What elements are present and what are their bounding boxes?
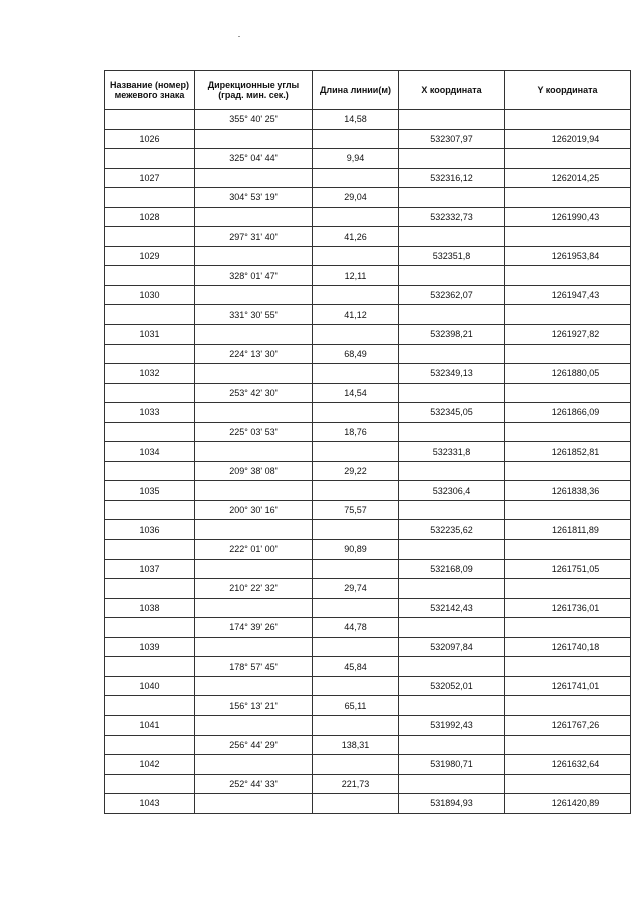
mark-cell xyxy=(105,110,195,130)
length-cell: 14,54 xyxy=(313,383,399,403)
header-y-coordinate: Y координата xyxy=(505,71,631,110)
table-row xyxy=(105,481,631,501)
mark-cell: 1034 xyxy=(105,442,195,462)
x-cell: 532306,4 xyxy=(399,481,505,501)
table-row xyxy=(105,500,631,520)
y-cell: 1261751,05 xyxy=(505,559,631,579)
mark-cell xyxy=(105,774,195,794)
angle-cell xyxy=(195,246,313,266)
y-cell xyxy=(505,344,631,364)
mark-cell: 1037 xyxy=(105,559,195,579)
y-cell: 1261741,01 xyxy=(505,676,631,696)
x-cell xyxy=(399,540,505,560)
table-row xyxy=(105,129,631,149)
table-row xyxy=(105,188,631,208)
angle-cell: 200° 30' 16" xyxy=(195,500,313,520)
length-cell xyxy=(313,676,399,696)
y-cell: 1261736,01 xyxy=(505,598,631,618)
table-row xyxy=(105,618,631,638)
length-cell xyxy=(313,364,399,384)
angle-cell xyxy=(195,637,313,657)
length-cell: 138,31 xyxy=(313,735,399,755)
angle-cell xyxy=(195,559,313,579)
length-cell xyxy=(313,442,399,462)
length-cell: 18,76 xyxy=(313,422,399,442)
y-cell: 1261866,09 xyxy=(505,403,631,423)
mark-cell: 1032 xyxy=(105,364,195,384)
x-cell: 531992,43 xyxy=(399,715,505,735)
x-cell xyxy=(399,383,505,403)
header-line-length: Длина линии(м) xyxy=(313,71,399,110)
y-cell: 1261880,05 xyxy=(505,364,631,384)
x-cell xyxy=(399,344,505,364)
table-row xyxy=(105,559,631,579)
angle-cell: 331° 30' 55" xyxy=(195,305,313,325)
table-row xyxy=(105,266,631,286)
table-row xyxy=(105,110,631,130)
x-cell xyxy=(399,461,505,481)
x-cell: 532307,97 xyxy=(399,129,505,149)
angle-cell xyxy=(195,715,313,735)
x-cell: 532052,01 xyxy=(399,676,505,696)
boundary-coordinates-table xyxy=(104,70,631,814)
length-cell: 75,57 xyxy=(313,500,399,520)
table-row xyxy=(105,520,631,540)
y-cell xyxy=(505,774,631,794)
x-cell: 532235,62 xyxy=(399,520,505,540)
table-row xyxy=(105,755,631,775)
angle-cell: 304° 53' 19" xyxy=(195,188,313,208)
length-cell: 29,74 xyxy=(313,579,399,599)
y-cell xyxy=(505,500,631,520)
table-row xyxy=(105,442,631,462)
angle-cell: 209° 38' 08" xyxy=(195,461,313,481)
y-cell: 1261811,89 xyxy=(505,520,631,540)
y-cell xyxy=(505,110,631,130)
mark-cell xyxy=(105,696,195,716)
y-cell: 1261953,84 xyxy=(505,246,631,266)
x-cell xyxy=(399,188,505,208)
y-cell: 1261947,43 xyxy=(505,285,631,305)
angle-cell: 297° 31' 40" xyxy=(195,227,313,247)
table-row xyxy=(105,461,631,481)
x-cell xyxy=(399,227,505,247)
mark-cell: 1040 xyxy=(105,676,195,696)
table-row xyxy=(105,344,631,364)
table-body xyxy=(105,110,631,814)
y-cell: 1261420,89 xyxy=(505,794,631,814)
angle-cell: 328° 01' 47" xyxy=(195,266,313,286)
y-cell: 1262019,94 xyxy=(505,129,631,149)
mark-cell: 1029 xyxy=(105,246,195,266)
y-cell xyxy=(505,188,631,208)
y-cell xyxy=(505,149,631,169)
table-row xyxy=(105,246,631,266)
x-cell: 532097,84 xyxy=(399,637,505,657)
table-row xyxy=(105,364,631,384)
mark-cell xyxy=(105,735,195,755)
length-cell xyxy=(313,285,399,305)
x-cell xyxy=(399,149,505,169)
y-cell xyxy=(505,540,631,560)
length-cell xyxy=(313,168,399,188)
mark-cell: 1033 xyxy=(105,403,195,423)
length-cell xyxy=(313,325,399,345)
table-row xyxy=(105,794,631,814)
mark-cell xyxy=(105,227,195,247)
mark-cell: 1039 xyxy=(105,637,195,657)
y-cell xyxy=(505,657,631,677)
mark-cell xyxy=(105,188,195,208)
mark-cell xyxy=(105,540,195,560)
length-cell: 41,12 xyxy=(313,305,399,325)
header-direction-angle: Дирекционные углы (град. мин. сек.) xyxy=(195,71,313,110)
angle-cell: 355° 40' 25" xyxy=(195,110,313,130)
y-cell: 1261632,64 xyxy=(505,755,631,775)
angle-cell xyxy=(195,168,313,188)
length-cell: 68,49 xyxy=(313,344,399,364)
x-cell xyxy=(399,735,505,755)
table-row xyxy=(105,657,631,677)
y-cell xyxy=(505,696,631,716)
angle-cell: 178° 57' 45" xyxy=(195,657,313,677)
x-cell: 532398,21 xyxy=(399,325,505,345)
angle-cell: 225° 03' 53" xyxy=(195,422,313,442)
table-row xyxy=(105,715,631,735)
table-row xyxy=(105,227,631,247)
table-row xyxy=(105,579,631,599)
x-cell xyxy=(399,657,505,677)
mark-cell: 1043 xyxy=(105,794,195,814)
length-cell xyxy=(313,207,399,227)
y-cell: 1261838,36 xyxy=(505,481,631,501)
y-cell: 1261767,26 xyxy=(505,715,631,735)
table-row xyxy=(105,598,631,618)
length-cell xyxy=(313,637,399,657)
angle-cell: 252° 44' 33" xyxy=(195,774,313,794)
x-cell xyxy=(399,266,505,286)
mark-cell xyxy=(105,461,195,481)
y-cell xyxy=(505,383,631,403)
y-cell xyxy=(505,618,631,638)
x-cell: 532168,09 xyxy=(399,559,505,579)
angle-cell: 224° 13' 30" xyxy=(195,344,313,364)
table-row xyxy=(105,325,631,345)
x-cell: 532362,07 xyxy=(399,285,505,305)
x-cell: 532332,73 xyxy=(399,207,505,227)
x-cell xyxy=(399,774,505,794)
length-cell: 9,94 xyxy=(313,149,399,169)
y-cell xyxy=(505,579,631,599)
table-row xyxy=(105,774,631,794)
angle-cell: 222° 01' 00" xyxy=(195,540,313,560)
angle-cell xyxy=(195,442,313,462)
length-cell xyxy=(313,403,399,423)
angle-cell xyxy=(195,207,313,227)
length-cell xyxy=(313,755,399,775)
x-cell xyxy=(399,110,505,130)
table-row xyxy=(105,285,631,305)
mark-cell: 1035 xyxy=(105,481,195,501)
table-row xyxy=(105,422,631,442)
mark-cell: 1028 xyxy=(105,207,195,227)
mark-cell xyxy=(105,579,195,599)
table-row xyxy=(105,168,631,188)
table-row xyxy=(105,383,631,403)
angle-cell xyxy=(195,403,313,423)
x-cell xyxy=(399,579,505,599)
mark-cell: 1042 xyxy=(105,755,195,775)
angle-cell: 325° 04' 44" xyxy=(195,149,313,169)
length-cell: 45,84 xyxy=(313,657,399,677)
y-cell: 1261740,18 xyxy=(505,637,631,657)
angle-cell xyxy=(195,676,313,696)
length-cell: 44,78 xyxy=(313,618,399,638)
mark-cell xyxy=(105,305,195,325)
y-cell xyxy=(505,227,631,247)
angle-cell: 253° 42' 30" xyxy=(195,383,313,403)
x-cell xyxy=(399,618,505,638)
y-cell: 1261852,81 xyxy=(505,442,631,462)
length-cell xyxy=(313,129,399,149)
table-row xyxy=(105,305,631,325)
x-cell xyxy=(399,696,505,716)
x-cell: 532142,43 xyxy=(399,598,505,618)
length-cell xyxy=(313,598,399,618)
length-cell: 65,11 xyxy=(313,696,399,716)
y-cell: 1262014,25 xyxy=(505,168,631,188)
y-cell xyxy=(505,735,631,755)
header-x-coordinate: X координата xyxy=(399,71,505,110)
header-mark-name: Название (номер) межевого знака xyxy=(105,71,195,110)
y-cell: 1261990,43 xyxy=(505,207,631,227)
table-row xyxy=(105,637,631,657)
table-row xyxy=(105,676,631,696)
mark-cell: 1036 xyxy=(105,520,195,540)
x-cell: 532331,8 xyxy=(399,442,505,462)
angle-cell xyxy=(195,520,313,540)
angle-cell: 174° 39' 26" xyxy=(195,618,313,638)
mark-cell xyxy=(105,657,195,677)
length-cell xyxy=(313,481,399,501)
angle-cell xyxy=(195,755,313,775)
table-row xyxy=(105,735,631,755)
mark-cell xyxy=(105,149,195,169)
x-cell xyxy=(399,305,505,325)
mark-cell xyxy=(105,500,195,520)
y-cell xyxy=(505,305,631,325)
angle-cell: 156° 13' 21" xyxy=(195,696,313,716)
table-header-row xyxy=(105,71,631,110)
mark-cell: 1038 xyxy=(105,598,195,618)
x-cell: 532349,13 xyxy=(399,364,505,384)
length-cell xyxy=(313,794,399,814)
mark-cell xyxy=(105,266,195,286)
length-cell: 41,26 xyxy=(313,227,399,247)
y-cell: 1261927,82 xyxy=(505,325,631,345)
mark-cell: 1030 xyxy=(105,285,195,305)
length-cell xyxy=(313,559,399,579)
length-cell xyxy=(313,246,399,266)
length-cell xyxy=(313,520,399,540)
y-cell xyxy=(505,461,631,481)
angle-cell xyxy=(195,325,313,345)
x-cell: 532316,12 xyxy=(399,168,505,188)
mark-cell xyxy=(105,383,195,403)
x-cell: 532345,05 xyxy=(399,403,505,423)
scan-mark xyxy=(238,36,240,37)
y-cell xyxy=(505,422,631,442)
mark-cell xyxy=(105,618,195,638)
mark-cell xyxy=(105,344,195,364)
table-row xyxy=(105,540,631,560)
length-cell: 221,73 xyxy=(313,774,399,794)
table-row xyxy=(105,403,631,423)
angle-cell xyxy=(195,285,313,305)
angle-cell: 210° 22' 32" xyxy=(195,579,313,599)
x-cell xyxy=(399,422,505,442)
mark-cell xyxy=(105,422,195,442)
length-cell xyxy=(313,715,399,735)
x-cell: 532351,8 xyxy=(399,246,505,266)
mark-cell: 1041 xyxy=(105,715,195,735)
angle-cell xyxy=(195,364,313,384)
x-cell: 531980,71 xyxy=(399,755,505,775)
mark-cell: 1026 xyxy=(105,129,195,149)
angle-cell xyxy=(195,481,313,501)
table-row xyxy=(105,207,631,227)
mark-cell: 1027 xyxy=(105,168,195,188)
length-cell: 14,58 xyxy=(313,110,399,130)
length-cell: 29,04 xyxy=(313,188,399,208)
angle-cell xyxy=(195,129,313,149)
table-row xyxy=(105,696,631,716)
length-cell: 90,89 xyxy=(313,540,399,560)
x-cell xyxy=(399,500,505,520)
table-row xyxy=(105,149,631,169)
y-cell xyxy=(505,266,631,286)
length-cell: 29,22 xyxy=(313,461,399,481)
angle-cell: 256° 44' 29" xyxy=(195,735,313,755)
angle-cell xyxy=(195,598,313,618)
mark-cell: 1031 xyxy=(105,325,195,345)
angle-cell xyxy=(195,794,313,814)
x-cell: 531894,93 xyxy=(399,794,505,814)
length-cell: 12,11 xyxy=(313,266,399,286)
